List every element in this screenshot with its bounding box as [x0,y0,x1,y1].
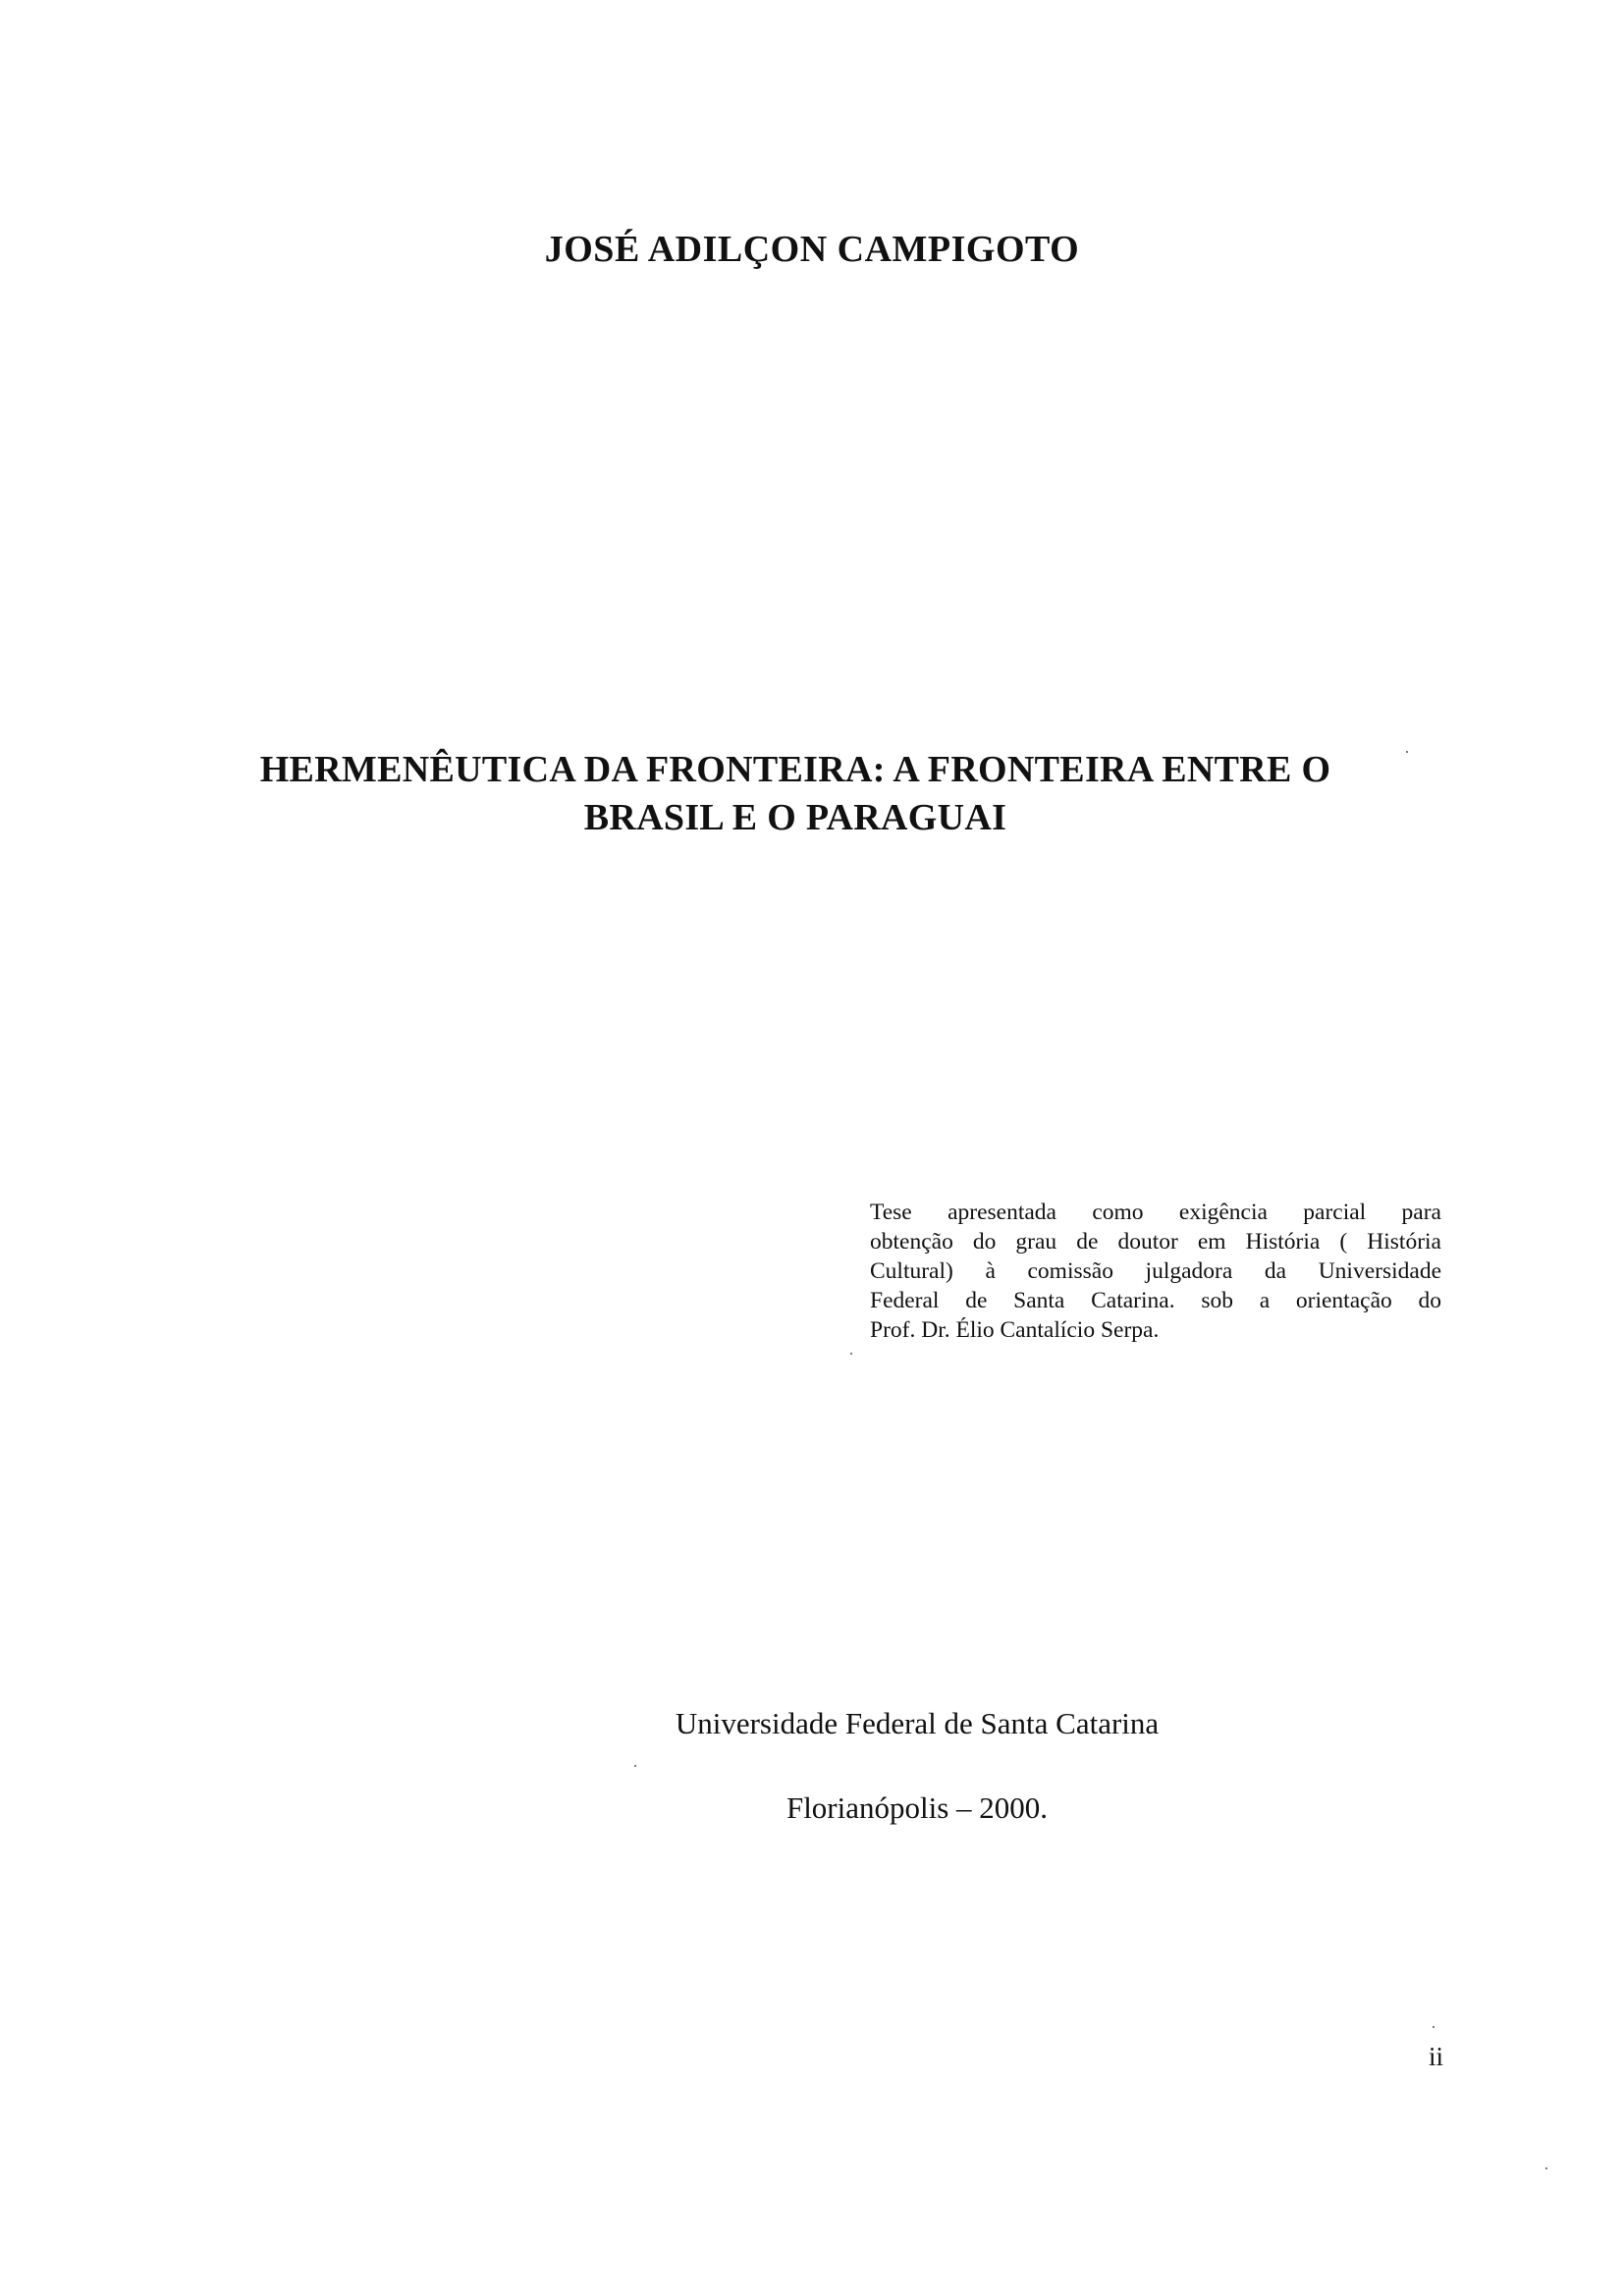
scan-speck [634,1765,636,1767]
scan-speck [1545,2167,1547,2169]
thesis-title-line-2: BRASIL E O PARAGUAI [583,797,1007,838]
place-and-year: Florianópolis – 2000. [785,1790,1049,1825]
scan-speck [1406,751,1408,753]
thesis-title-line-1: HERMENÊUTICA DA FRONTEIRA: A FRONTEIRA ENTRE O [259,749,1331,790]
thesis-statement-line-2: obtenção do grau de doutor em História ( História [870,1229,1441,1255]
thesis-statement-line-4: Federal de Santa Catarina. sob a orientação do [870,1288,1441,1313]
scan-speck [1433,2026,1435,2028]
thesis-statement-line-5: Prof. Dr. Élio Cantalício Serpa. [870,1317,1160,1343]
thesis-statement-line-3: Cultural) à comissão julgadora da Universidade [870,1258,1441,1284]
scan-speck [850,1353,852,1355]
thesis-title [147,746,1443,842]
page-number: ii [1428,2042,1443,2071]
thesis-statement [870,1198,1441,1345]
institution-name: Universidade Federal de Santa Catarina [675,1706,1160,1740]
author-name: JOSÉ ADILÇON CAMPIGOTO [544,229,1080,270]
thesis-statement-line-1: Tese apresentada como exigência parcial para [870,1200,1441,1225]
